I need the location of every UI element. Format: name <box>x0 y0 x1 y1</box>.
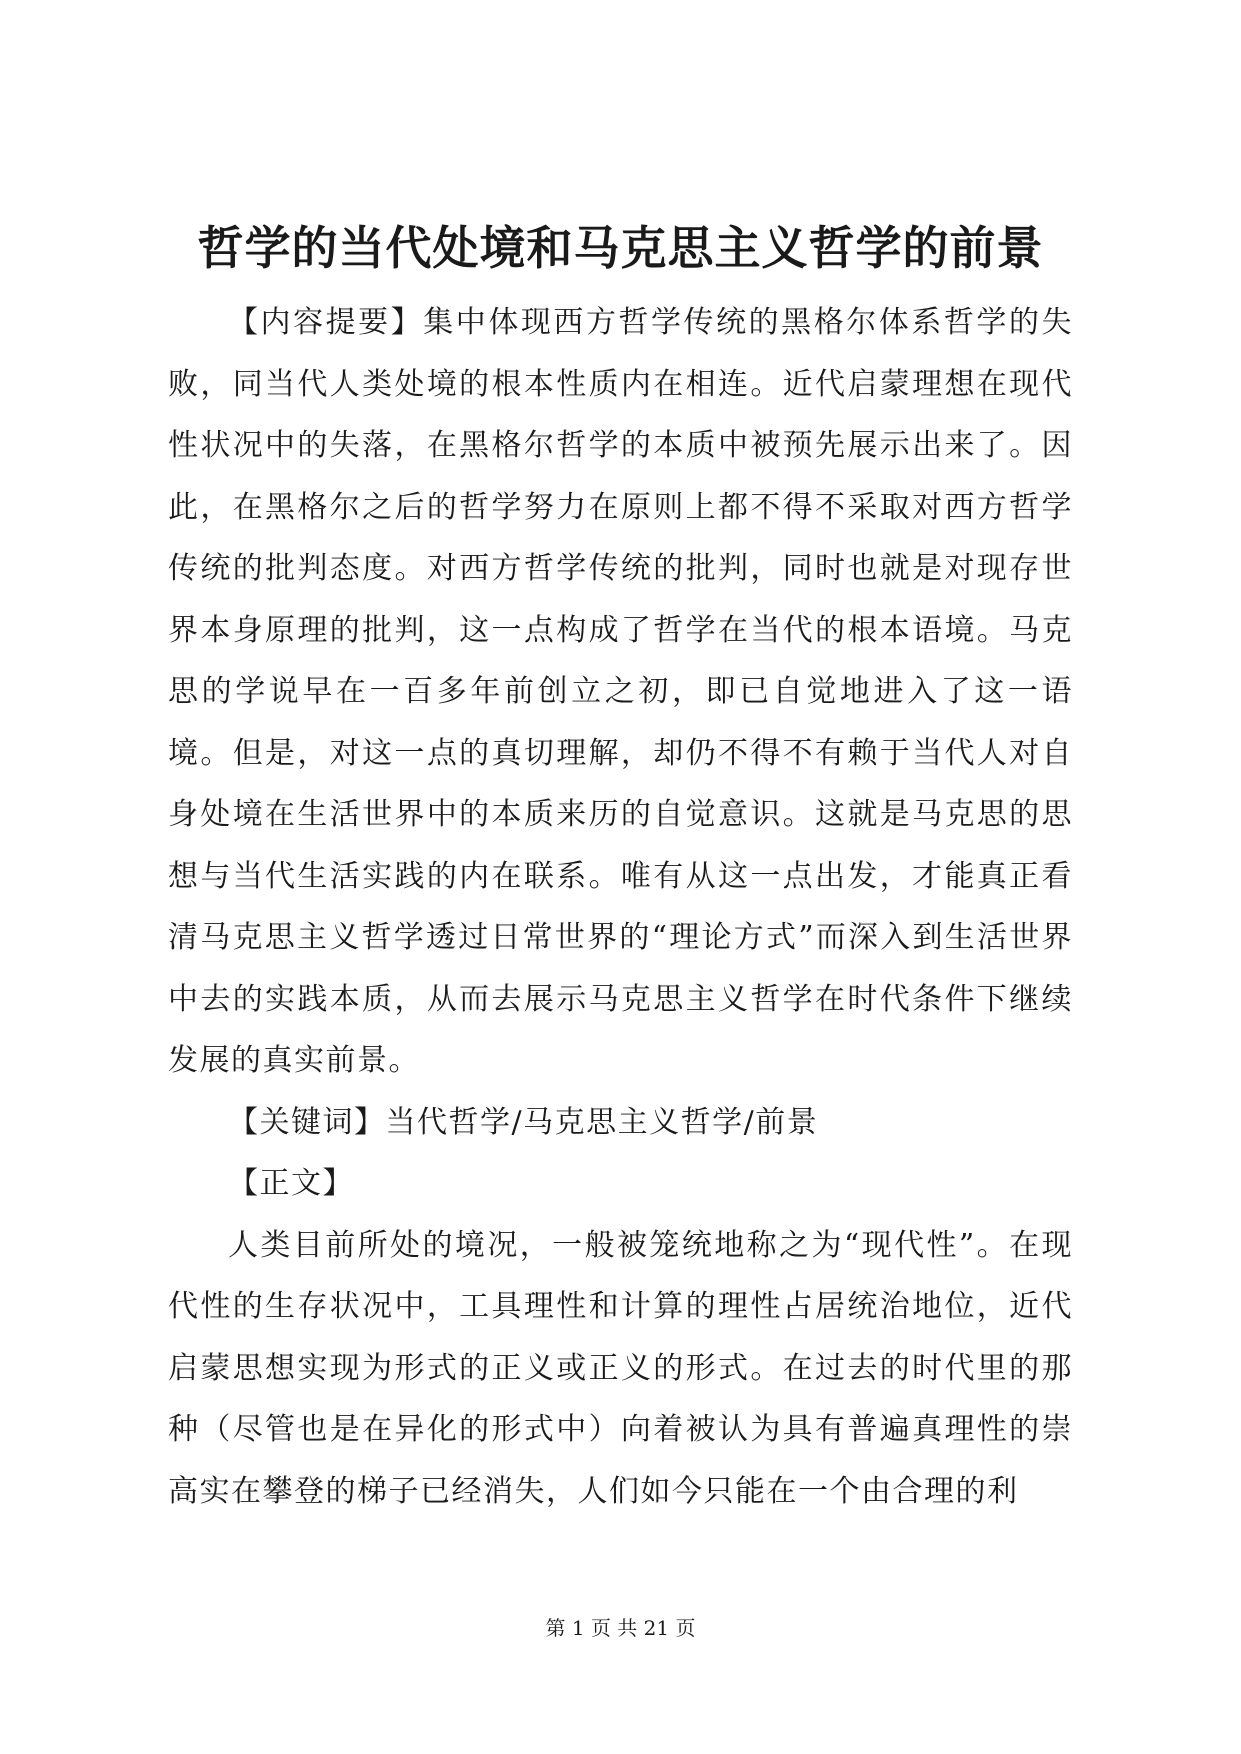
abstract-paragraph: 【内容提要】集中体现西方哲学传统的黑格尔体系哲学的失败，同当代人类处境的根本性质内在相连。近代启蒙理想在现代性状况中的失落，在黑格尔哲学的本质中被预先展示出来了。因此，在黑格尔之后的哲学努力在原则上都不得不采取对西方哲学传统的批判态度。对西方哲学传统的批判，同时也就是对现存世界本身原理的批判，这一点构成了哲学在当代的根本语境。马克思的学说早在一百多年前创立之初，即已自觉地进入了这一语境。但是，对这一点的真切理解，却仍不得不有赖于当代人对自身处境在生活世界中的本质来历的自觉意识。这就是马克思的思想与当代生活实践的内在联系。唯有从这一点出发，才能真正看清马克思主义哲学透过日常世界的“理论方式”而深入到生活世界中去的实践本质，从而去展示马克思主义哲学在时代条件下继续发展的真实前景。 <box>168 305 1073 1078</box>
document-title: 哲学的当代处境和马克思主义哲学的前景 <box>197 221 1044 275</box>
page-number-footer: 第 1 页 共 21 页 <box>545 1616 696 1640</box>
document-body <box>168 292 1073 1522</box>
main-text-heading: 【正文】 <box>228 1166 354 1201</box>
body-paragraph: 人类目前所处的境况，一般被笼统地称之为“现代性”。在现代性的生存状况中，工具理性和计算的理性占居统治地位，近代启蒙思想实现为形式的正义或正义的形式。在过去的时代里的那种（尽管也是在异化的形式中）向着被认为具有普遍真理性的崇高实在攀登的梯子已经消失，人们如今只能在一个由合理的利 <box>168 1227 1073 1509</box>
keywords-paragraph: 【关键词】当代哲学/马克思主义哲学/前景 <box>228 1104 819 1140</box>
